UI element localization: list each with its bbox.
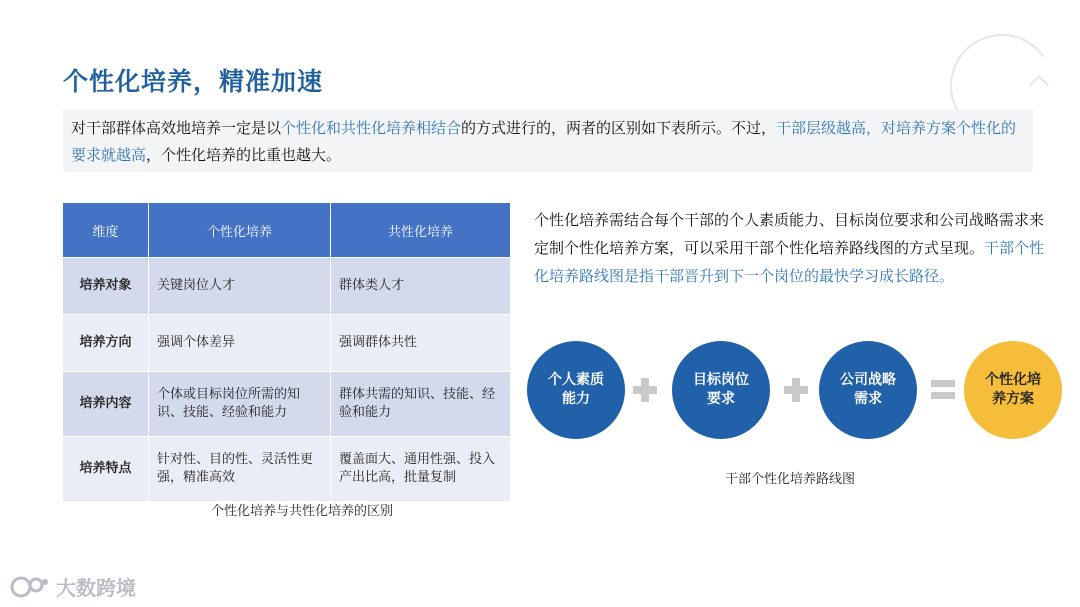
table-caption: 个性化培养与共性化培养的区别 [210, 504, 393, 519]
circle-personalized-plan: 个性化培养方案 [964, 341, 1062, 439]
intro-highlight-2: 干部层级越高，对培养方案个性化的要求就越高 [71, 119, 1017, 164]
table-row [63, 372, 511, 437]
row-dimension: 培养对象 [63, 258, 149, 315]
intro-text-2: 的方式进行的，两者的区别如下表所示。不过， [461, 119, 777, 137]
watermark-text: 大数跨境 [56, 576, 136, 600]
header-dimension: 维度 [63, 203, 149, 258]
page-title: 个性化培养，精准加速 [63, 67, 324, 96]
circle-company-strategy: 公司战略需求 [819, 341, 917, 439]
circle-personal-ability: 个人素质能力 [527, 341, 625, 439]
row-common: 覆盖面大、通用性强、投入产出比高，批量复制 [331, 437, 511, 502]
equals-icon [931, 380, 955, 400]
intro-text-3: ，个性化培养的比重也越大。 [146, 146, 342, 164]
logo-icon [10, 574, 50, 600]
plus-icon [784, 378, 808, 402]
row-dimension: 培养方向 [63, 315, 149, 372]
table-row [63, 258, 511, 315]
row-personalized: 强调个体差异 [149, 315, 331, 372]
row-common: 强调群体共性 [331, 315, 511, 372]
intro-paragraph [63, 110, 1033, 172]
plus-icon [633, 378, 657, 402]
description-text: 个性化培养需结合每个干部的个人素质能力、目标岗位要求和公司战略需求来定制个性化培养方案，可以采用干部个性化培养路线图的方式呈现。 [534, 211, 1045, 257]
row-common: 群体共需的知识、技能、经验和能力 [331, 372, 511, 437]
description-highlight: 干部个性化培养路线图是指干部晋升到下一个岗位的最快学习成长路径。 [534, 239, 1045, 285]
intro-highlight-1: 个性化和共性化培养相结合 [281, 119, 462, 137]
header-common: 共性化培养 [331, 203, 511, 258]
row-dimension: 培养内容 [63, 372, 149, 437]
header-personalized: 个性化培养 [149, 203, 331, 258]
table-header-row [63, 203, 511, 258]
table-row [63, 437, 511, 502]
circle-position-requirement: 目标岗位要求 [672, 341, 770, 439]
watermark [10, 572, 136, 601]
table-row [63, 315, 511, 372]
intro-text-1: 对干部群体高效地培养一定是以 [71, 119, 282, 137]
row-common: 群体类人才 [331, 258, 511, 315]
row-personalized: 个体或目标岗位所需的知识、技能、经验和能力 [149, 372, 331, 437]
roadmap-caption: 干部个性化培养路线图 [724, 472, 855, 487]
row-personalized: 关键岗位人才 [149, 258, 331, 315]
comparison-table [62, 202, 511, 502]
row-personalized: 针对性、目的性、灵活性更强，精准高效 [149, 437, 331, 502]
roadmap-description [534, 206, 1054, 290]
row-dimension: 培养特点 [63, 437, 149, 502]
